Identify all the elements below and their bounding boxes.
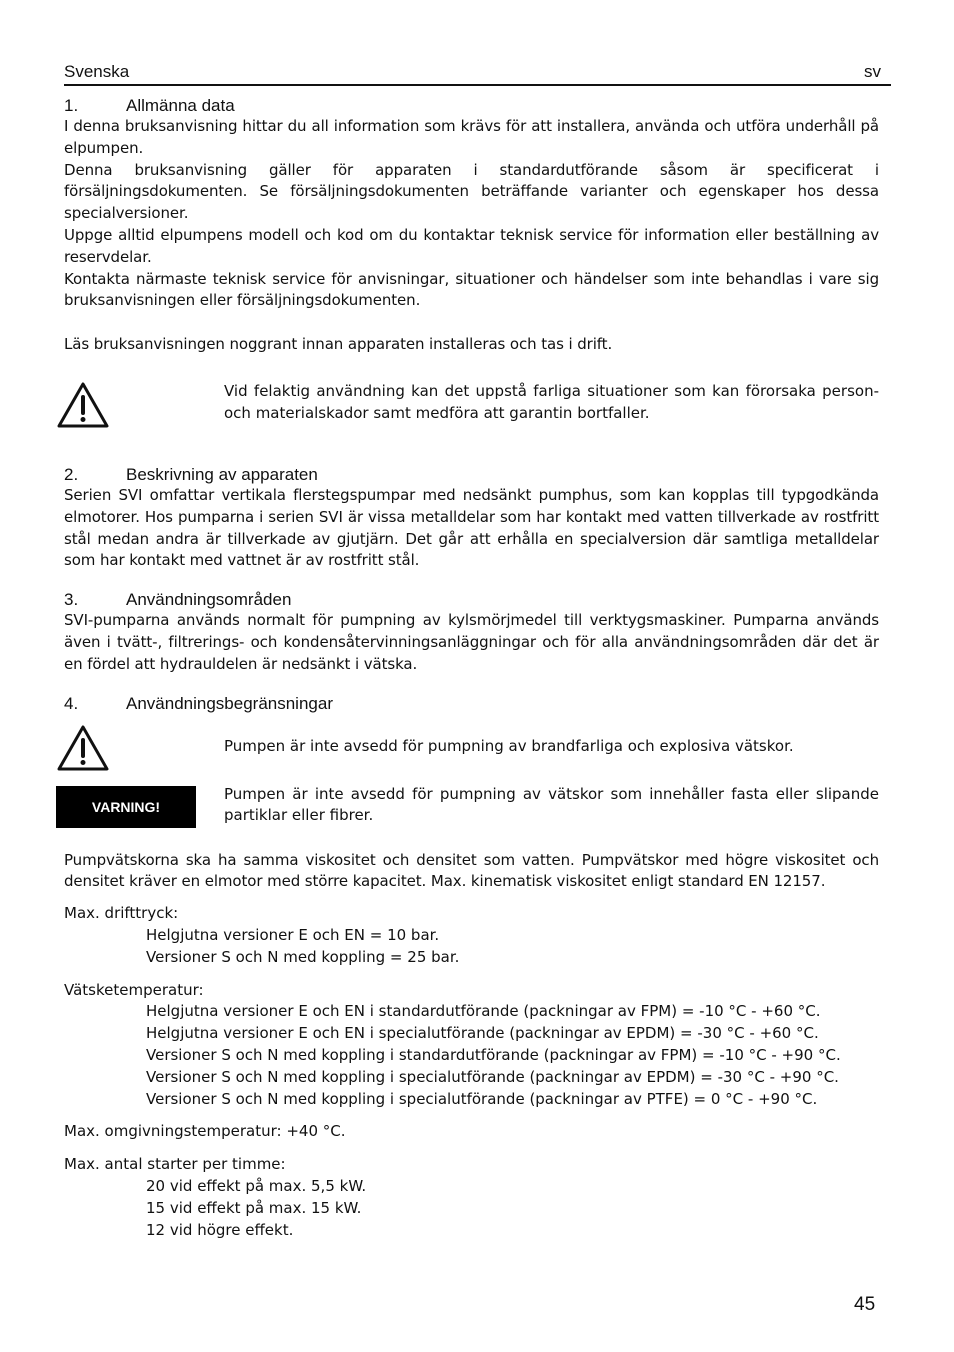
section-number: 1. [64,96,79,115]
paragraph: Uppge alltid elpumpens modell och kod om du kontaktar teknisk service för information eller beställning av reservdelar. [64,225,879,266]
pressure-label: Max. drifttryck: [64,904,179,923]
warning-triangle-icon [56,724,110,772]
viscosity-text: Pumpvätskorna ska ha samma viskositet och densitet som vatten. Pumpvätskor med högre viskositet och densitet kräver en elmotor med större kapacitet. Max. kinematisk viskositet enligt standard EN 12157. [64,850,879,891]
warning-icon-cell [64,381,224,433]
paragraph: I denna bruksanvisning hittar du all information som krävs för att installera, använda och utföra underhåll på elpumpen. [64,117,879,157]
pressure-item: Versioner S och N med koppling = 25 bar. [146,947,460,966]
page [64,62,879,1241]
warning-block-2 [64,724,879,776]
pressure-item: Helgjutna versioner E och EN = 10 bar. [146,925,440,944]
ambient-temperature: Max. omgivningstemperatur: +40 °C. [64,1122,346,1141]
temperature-label: Vätsketemperatur: [64,980,204,999]
section-3-heading [64,590,879,610]
paragraph: Kontakta närmaste teknisk service för anvisningar, situationer och händelser som inte behandlas i vare sig bruksanvisningen eller försäljningsdokumenten. [64,269,879,310]
warning-block-1 [64,381,879,433]
section-title: Användningsbegränsningar [126,693,333,713]
temperature-item: Versioner S och N med koppling i specialutförande (packningar av EPDM) = -30 °C - +90 °C. [146,1067,839,1086]
warning-text: Vid felaktig användning kan det uppstå farliga situationer som kan förorsaka person- och materialskador samt medföra att garantin bortfaller. [224,381,879,422]
pressure-block [64,903,879,968]
varning-cell [64,786,224,828]
section-number: 2. [64,464,79,484]
warning-triangle-icon [56,381,110,429]
warning-text: Pumpen är inte avsedd för pumpning av vätskor som innehåller fasta eller slipande partiklar eller fibrer. [224,784,879,825]
starts-label: Max. antal starter per timme: [64,1155,286,1174]
starts-item: 20 vid effekt på max. 5,5 kW. [146,1176,367,1195]
section-number: 3. [64,590,79,610]
temperature-item: Versioner S och N med koppling i specialutförande (packningar av PTFE) = 0 °C - +90 °C. [146,1089,818,1108]
warning-icon-cell [64,724,224,776]
varning-badge: VARNING! [56,786,196,828]
temperature-block [64,980,879,1111]
warning-text: Pumpen är inte avsedd för pumpning av brandfarliga och explosiva vätskor. [224,736,794,755]
header-language: Svenska [64,62,130,81]
section-3-body: SVI-pumparna används normalt för pumpning av kylsmörjmedel till verktygsmaskiner. Pumparna används även i tvätt-, filtrerings- och kondensåtervinningsanläggningar och för alla användningsområden där det är en fördel att hydrauldelen är nedsänkt i vätska. [64,611,879,673]
page-header [64,62,891,86]
temperature-item: Versioner S och N med koppling i standardutförande (packningar av FPM) = -10 °C - +90 °C. [146,1045,841,1064]
section-title: Användningsområden [126,590,292,610]
starts-item: 15 vid effekt på max. 15 kW. [146,1198,362,1217]
section-1-body [64,116,879,356]
temperature-item: Helgjutna versioner E och EN i specialutförande (packningar av EPDM) = -30 °C - +60 °C. [146,1024,819,1043]
section-title: Beskrivning av apparaten [126,464,318,484]
section-4-heading [64,694,879,714]
paragraph: Denna bruksanvisning gäller för apparaten i standardutförande såsom är specificerat i försäljningsdokumenten. Se försäljningsdokumenten beträffande varianter och egenskaper hos dessa specialversioner. [64,160,879,223]
temperature-item: Helgjutna versioner E och EN i standardutförande (packningar av FPM) = -10 °C - +60 °C. [146,1002,821,1021]
section-1-heading [64,96,879,116]
section-title: Allmänna data [126,96,235,115]
starts-block [64,1154,879,1241]
section-2-body: Serien SVI omfattar vertikala flerstegspumpar med nedsänkt pumphus, som kan kopplas till typgodkända elmotorer. Hos pumparna i serien SVI är vissa metalldelar som har kontakt med vatten tillverkade av rostfritt stål medan andra är tillverkade av gjutjärn. Det går att erhålla en specialversion där samtliga metalldelar som har kontakt med vattnet är av rostfritt stål. [64,485,879,570]
starts-item: 12 vid högre effekt. [146,1220,294,1239]
section-number: 4. [64,693,79,713]
page-number: 45 [854,1294,876,1315]
read-note: Läs bruksanvisningen noggrant innan apparaten installeras och tas i drift. [64,335,613,354]
warning-block-3 [64,786,879,828]
section-2-heading [64,465,879,485]
header-language-code: sv [864,62,881,81]
